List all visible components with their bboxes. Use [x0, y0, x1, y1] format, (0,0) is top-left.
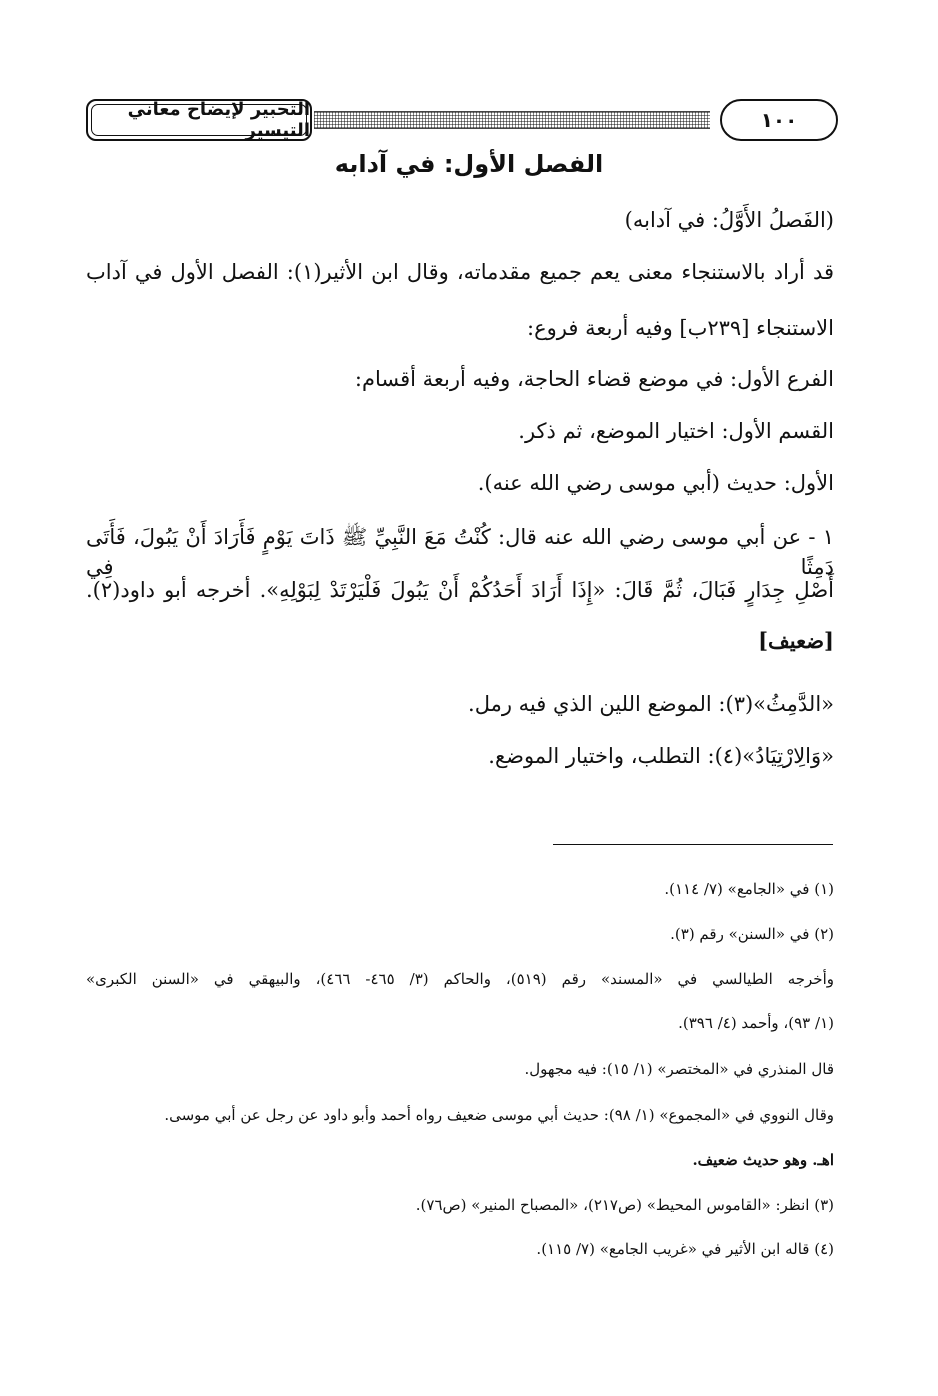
body-line-5: القسم الأول: اختيار الموضع، ثم ذكر.	[518, 419, 834, 443]
footnote-2: (٢) في «السنن» رقم (٣).	[670, 925, 834, 943]
body-line-6: الأول: حديث (أبي موسى رضي الله عنه).	[477, 471, 834, 495]
footnote-2-continued: وأخرجه الطيالسي في «المسند» رقم (٥١٩)، والحاكم (٣/ ٤٦٥- ٤٦٦)، والبيهقي في «السنن الكبرى»	[86, 970, 834, 988]
footnote-4: (٤) قاله ابن الأثير في «غريب الجامع» (٧/ ١١٥).	[536, 1240, 834, 1258]
page-number: ١٠٠	[720, 99, 838, 141]
footnote-2-continued: وقال النووي في «المجموع» (١/ ٩٨): حديث أبي موسى ضعيف رواه أحمد وأبو داود عن رجل عن أبي موسى.	[164, 1106, 834, 1124]
header-ornament-band	[314, 111, 710, 129]
book-title-frame	[86, 99, 312, 141]
hadith-line-2: أَصْلِ جِدَارٍ فَبَالَ، ثُمَّ قَالَ: «إِذَا أَرَادَ أَحَدُكُمْ أَنْ يَبُولَ فَلْيَرْتَدْ لِبَوْلِهِ». أخرجه أبو داود(٢).	[86, 578, 834, 602]
gloss-line-1: «الدَّمِثُ»(٣): الموضع اللين الذي فيه رمل.	[468, 692, 834, 716]
gloss-line-2: «وَالِارْتِيَادُ»(٤): التطلب، واختيار الموضع.	[488, 744, 834, 768]
footnote-separator	[553, 844, 833, 845]
book-title: التحبير لإيضاح معاني التيسير	[127, 99, 310, 141]
body-line-1: (الفَصلُ الأَوَّلُ: في آدابه)	[624, 208, 834, 232]
hadith-line-1: ١ - عن أبي موسى رضي الله عنه قال: كُنْتُ مَعَ النَّبِيِّ ﷺ ذَاتَ يَوْمٍ فَأَرَادَ أَنْ يَبُولَ، فَأَتَى دَمِثًا فِي	[86, 525, 834, 579]
body-line-2: قد أراد بالاستنجاء معنى يعم جميع مقدماته، وقال ابن الأثير(١): الفصل الأول في آداب	[86, 260, 835, 284]
footnote-2-continued: قال المنذري في «المختصر» (١/ ١٥): فيه مجهول.	[524, 1060, 834, 1078]
body-line-4: الفرع الأول: في موضع قضاء الحاجة، وفيه أربعة أقسام:	[354, 367, 834, 391]
section-title: الفصل الأول: في آدابه	[334, 150, 604, 178]
footnote-1: (١) في «الجامع» (٧/ ١١٤).	[664, 880, 834, 898]
grading-label: [ضعيف]	[758, 628, 834, 653]
footnote-2-continued: اهـ. وهو حديث ضعيف.	[692, 1151, 834, 1169]
book-title-inner-border	[91, 104, 307, 136]
body-line-3: الاستنجاء [٢٣٩ب] وفيه أربعة فروع:	[527, 316, 834, 340]
footnote-3: (٣) انظر: «القاموس المحيط» (ص٢١٧)، «المصباح المنير» (ص٧٦).	[415, 1196, 834, 1214]
running-header	[86, 95, 838, 149]
footnote-2-continued: (١/ ٩٣)، وأحمد (٤/ ٣٩٦).	[678, 1014, 834, 1032]
